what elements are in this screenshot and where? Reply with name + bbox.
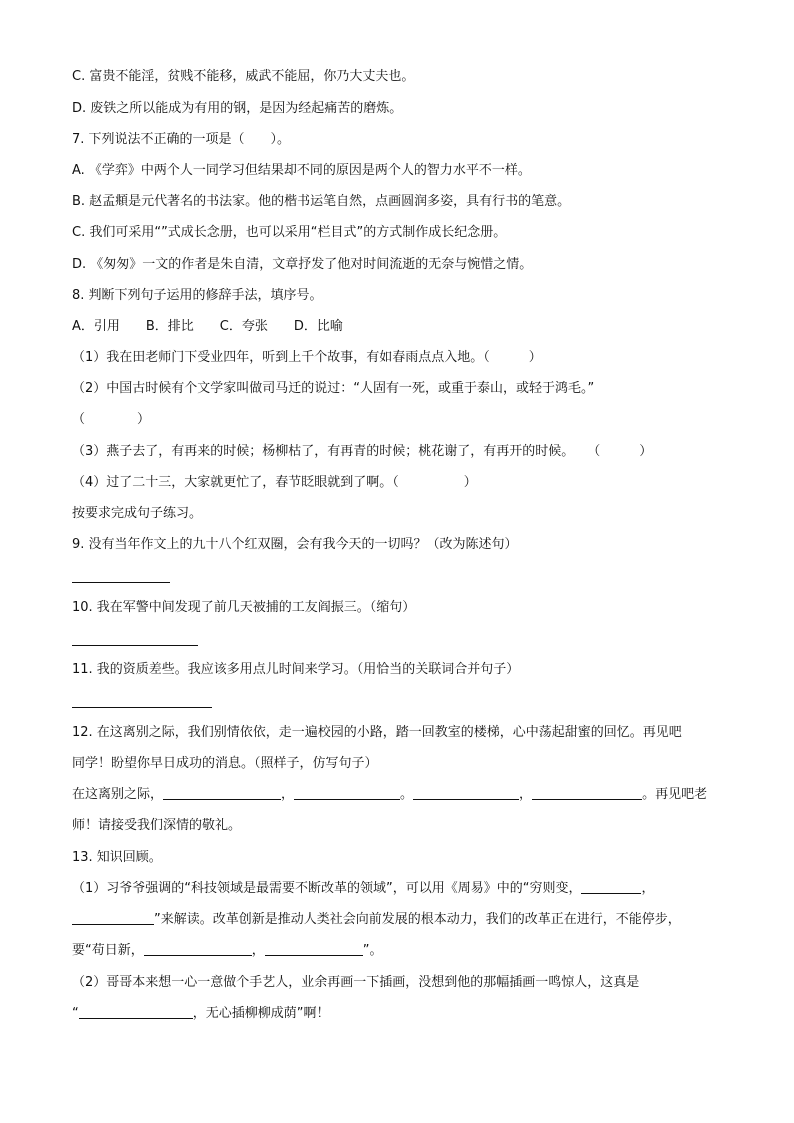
q13-part1-text-2: ”来解读。改革创新是推动人类社会向前发展的根本动力，我们的改革正在进行，不能停步，	[154, 912, 681, 927]
question-8-options: A．引用 B．排比 C．夸张 D．比喻	[72, 319, 343, 334]
question-8-sentence-1: （1）我在田老师门下受业四年，听到上千个故事，有如春雨点点入地。（ ）	[72, 350, 542, 365]
blank-2[interactable]	[294, 787, 400, 800]
section-instruction: 按要求完成句子练习。	[72, 506, 203, 521]
question-7-option-b: B. 赵孟頫是元代著名的书法家。他的楷书运笔自然，点画圆润多姿，具有行书的笔意。	[72, 194, 571, 209]
q13-part2-open-quote: “	[72, 1006, 79, 1021]
question-8-sentence-2-blank: （ ）	[72, 412, 151, 427]
blank-7[interactable]	[144, 943, 252, 956]
question-8-sentence-3: （3）燕子去了，有再来的时候；杨柳枯了，有再青的时候；桃花谢了，有再开的时候。 （ ）	[72, 444, 653, 459]
question-12-line-1: 12. 在这离别之际，我们别情依依，走一遍校园的小路，踏一回教室的楼梯，心中荡起甜蜜的回忆。再见吧	[72, 725, 682, 740]
question-7-option-c: C. 我们可采用“”式成长念册，也可以采用“栏目式”的方式制作成长纪念册。	[72, 225, 507, 240]
question-12-line-4: 师！请接受我们深情的敬礼。	[72, 818, 242, 833]
question-13-part-1-line-1	[72, 881, 655, 897]
option-d-line: D. 废铁之所以能成为有用的钢，是因为经起痛苦的磨炼。	[72, 101, 403, 116]
fill-comma-2: ，	[519, 787, 533, 802]
question-13-part-1-line-3	[72, 943, 383, 959]
question-7: 7. 下列说法不正确的一项是（ ）。	[72, 132, 291, 147]
q13-part2-text: ，无心插柳柳成荫”啊！	[192, 1006, 330, 1021]
question-10-answer-line	[72, 645, 198, 646]
question-8-sentence-2: （2）中国古时候有个文学家叫做司马迁的说过：“人固有一死，或重于泰山，或轻于鸿毛。”	[72, 381, 595, 396]
question-10: 10. 我在军警中间发现了前几天被捕的工友阎振三。（缩句）	[72, 600, 416, 615]
option-c-line: C. 富贵不能淫，贫贱不能移，威武不能屈，你乃大丈夫也。	[72, 69, 415, 84]
blank-9[interactable]	[79, 1006, 193, 1019]
q13-comma-2: ，	[251, 943, 265, 958]
question-8: 8. 判断下列句子运用的修辞手法，填序号。	[72, 288, 323, 303]
q13-part1-end: ”。	[362, 943, 383, 958]
question-8-sentence-4: （4）过了二十三，大家就更忙了，春节眨眼就到了啊。（ ）	[72, 475, 477, 490]
question-11-answer-line	[72, 707, 212, 708]
question-7-option-d: D. 《匆匆》一文的作者是朱自清，文章抒发了他对时间流逝的无奈与惋惜之情。	[72, 257, 533, 272]
question-13: 13. 知识回顾。	[72, 850, 162, 865]
blank-4[interactable]	[532, 787, 642, 800]
question-7-option-a: A. 《学弈》中两个人一同学习但结果却不同的原因是两个人的智力水平不一样。	[72, 163, 531, 178]
question-12-line-2: 同学！盼望你早日成功的消息。（照样子，仿写句子）	[72, 756, 378, 771]
blank-3[interactable]	[413, 787, 519, 800]
question-12-fill-line	[72, 787, 707, 803]
fill-line-prefix: 在这离别之际，	[72, 787, 164, 802]
q13-comma: ，	[641, 881, 655, 896]
question-13-part-2-line-2	[72, 1006, 330, 1022]
blank-6[interactable]	[72, 912, 154, 925]
q13-part1-text-3: 要“苟日新，	[72, 943, 144, 958]
fill-period: 。	[400, 787, 414, 802]
question-11: 11. 我的资质差些。我应该多用点儿时间来学习。（用恰当的关联词合并句子）	[72, 662, 520, 677]
blank-1[interactable]	[163, 787, 281, 800]
question-13-part-2-line-1: （2）哥哥本来想一心一意做个手艺人，业余再画一下插画，没想到他的那幅插画一鸣惊人，这真是	[72, 975, 640, 990]
blank-5[interactable]	[581, 881, 641, 894]
fill-line-suffix: 。再见吧老	[642, 787, 708, 802]
fill-comma: ，	[281, 787, 295, 802]
q13-part1-text: （1）习爷爷强调的“科技领域是最需要不断改革的领域”，可以用《周易》中的“穷则变，	[72, 881, 582, 896]
blank-8[interactable]	[265, 943, 363, 956]
question-9: 9. 没有当年作文上的九十八个红双圈，会有我今天的一切吗？（改为陈述句）	[72, 537, 518, 552]
question-9-answer-line	[72, 582, 170, 583]
question-13-part-1-line-2	[72, 912, 681, 928]
